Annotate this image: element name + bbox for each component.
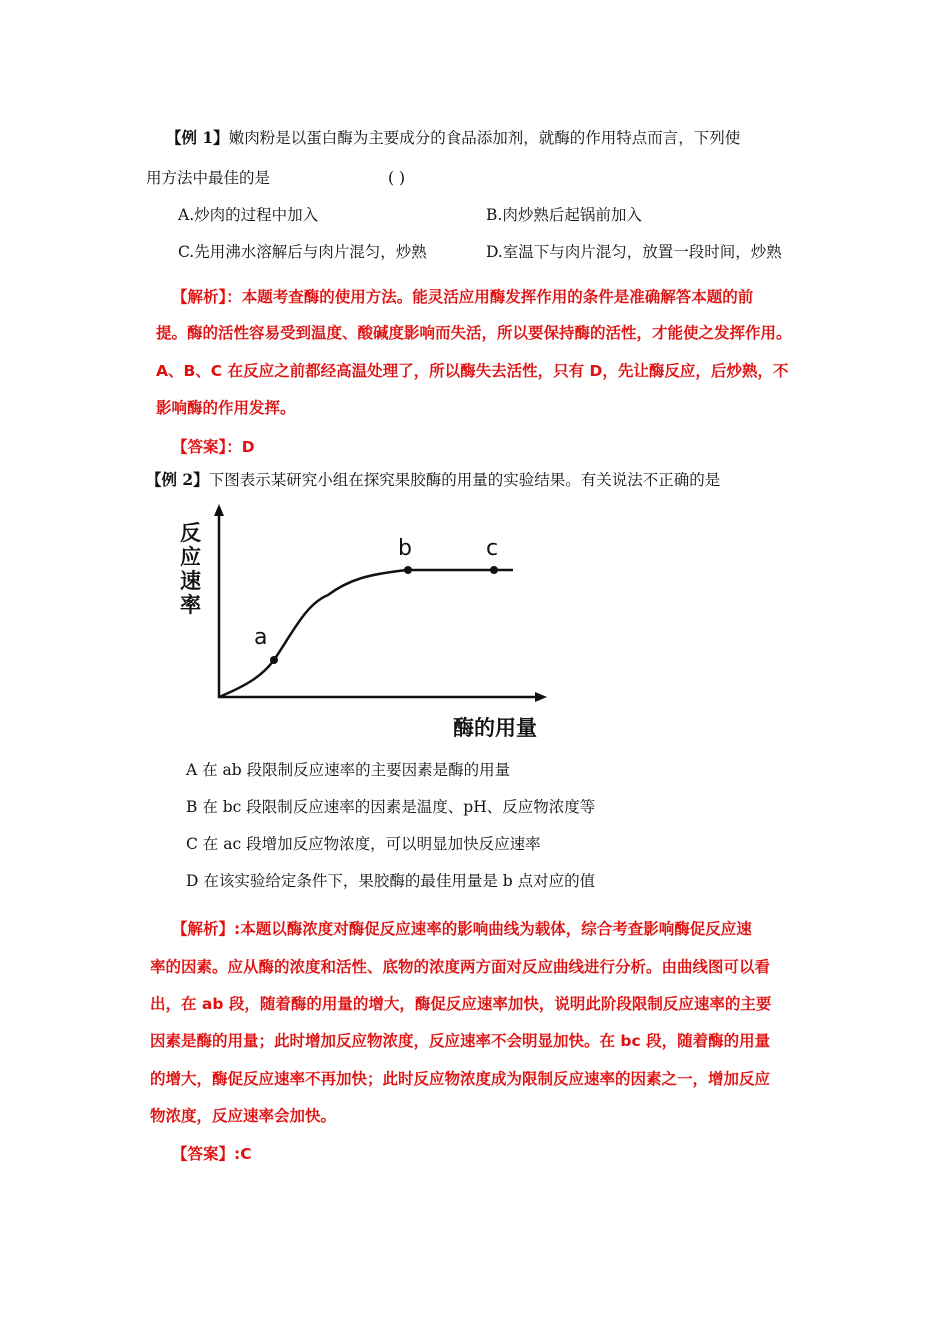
y-label-char-3: 速	[180, 569, 201, 593]
ex1-analysis-line3: A、B、C 在反应之前都经高温处理了，所以酶失去活性，只有 D，先让酶反应，后炒熟，不	[156, 362, 789, 380]
ex1-paren: ( )	[388, 169, 406, 187]
ex1-analysis-line2: 提。酶的活性容易受到温度、酸碱度影响而失活，所以要保持酶的活性，才能使之发挥作用。	[156, 324, 792, 342]
x-axis-arrow	[535, 692, 547, 702]
ex1-stem-text: 嫩肉粉是以蛋白酶为主要成分的食品添加剂，就酶的作用特点而言，下列使	[228, 129, 741, 147]
ex2-analysis-line5: 的增大，酶促反应速率不再加快；此时反应物浓度成为限制反应速率的因素之一，增加反应	[150, 1070, 771, 1088]
ex1-answer: 【答案】：D	[172, 438, 255, 456]
ex1-option-c: C.先用沸水溶解后与肉片混匀，炒熟	[178, 243, 427, 261]
y-axis-arrow	[214, 504, 224, 516]
ex2-option-d: D 在该实验给定条件下，果胶酶的最佳用量是 b 点对应的值	[186, 872, 596, 890]
ex1-option-d: D.室温下与肉片混匀，放置一段时间，炒熟	[486, 243, 782, 261]
ex2-analysis-line6: 物浓度，反应速率会加快。	[150, 1107, 337, 1125]
point-b-label: b	[398, 536, 412, 561]
ex1-analysis-line4: 影响酶的作用发挥。	[156, 399, 296, 417]
y-label-char-2: 应	[180, 545, 201, 569]
point-c-label: c	[486, 536, 499, 561]
ex1-label: 【例 1】	[166, 128, 229, 147]
ex2-analysis-line1: 【解析】:本题以酶浓度对酶促反应速率的影响曲线为载体，综合考查影响酶促反应速	[172, 920, 752, 938]
point-c	[490, 566, 498, 574]
ex2-option-b: B 在 bc 段限制反应速率的因素是温度、pH、反应物浓度等	[186, 798, 596, 816]
point-a	[270, 656, 278, 664]
ex1-stem-text2: 用方法中最佳的是	[146, 169, 271, 187]
ex1-option-b: B.肉炒熟后起锅前加入	[486, 206, 642, 224]
ex1-option-a: A.炒肉的过程中加入	[178, 206, 319, 224]
ex2-analysis-line4: 因素是酶的用量；此时增加反应物浓度，反应速率不会明显加快。在 bc 段，随着酶的用量	[150, 1032, 771, 1050]
enzyme-rate-chart	[168, 500, 588, 740]
ex2-stem	[146, 470, 720, 490]
ex1-stem-line2	[146, 168, 270, 188]
ex2-answer: 【答案】:C	[172, 1145, 252, 1163]
ex1-stem-line1	[166, 128, 740, 148]
point-b	[404, 566, 412, 574]
ex2-option-c: C 在 ac 段增加反应物浓度，可以明显加快反应速率	[186, 835, 541, 853]
y-label-char-4: 率	[180, 593, 201, 617]
ex2-analysis-line3: 出，在 ab 段，随着酶的用量的增大，酶促反应速率加快，说明此阶段限制反应速率的主要	[150, 995, 772, 1013]
ex2-analysis-line2: 率的因素。应从酶的浓度和活性、底物的浓度两方面对反应曲线进行分析。由曲线图可以看	[150, 958, 771, 976]
x-axis-label: 酶的用量	[453, 716, 537, 740]
point-a-label: a	[254, 625, 268, 650]
y-label-char-1: 反	[180, 521, 201, 545]
y-axis-label	[180, 521, 201, 617]
ex2-option-a: A 在 ab 段限制反应速率的主要因素是酶的用量	[186, 761, 511, 779]
ex2-label: 【例 2】	[146, 470, 209, 489]
ex2-stem-text: 下图表示某研究小组在探究果胶酶的用量的实验结果。有关说法不正确的是	[208, 471, 721, 489]
ex1-analysis-line1: 【解析】：本题考查酶的使用方法。能灵活应用酶发挥作用的条件是准确解答本题的前	[172, 288, 754, 306]
